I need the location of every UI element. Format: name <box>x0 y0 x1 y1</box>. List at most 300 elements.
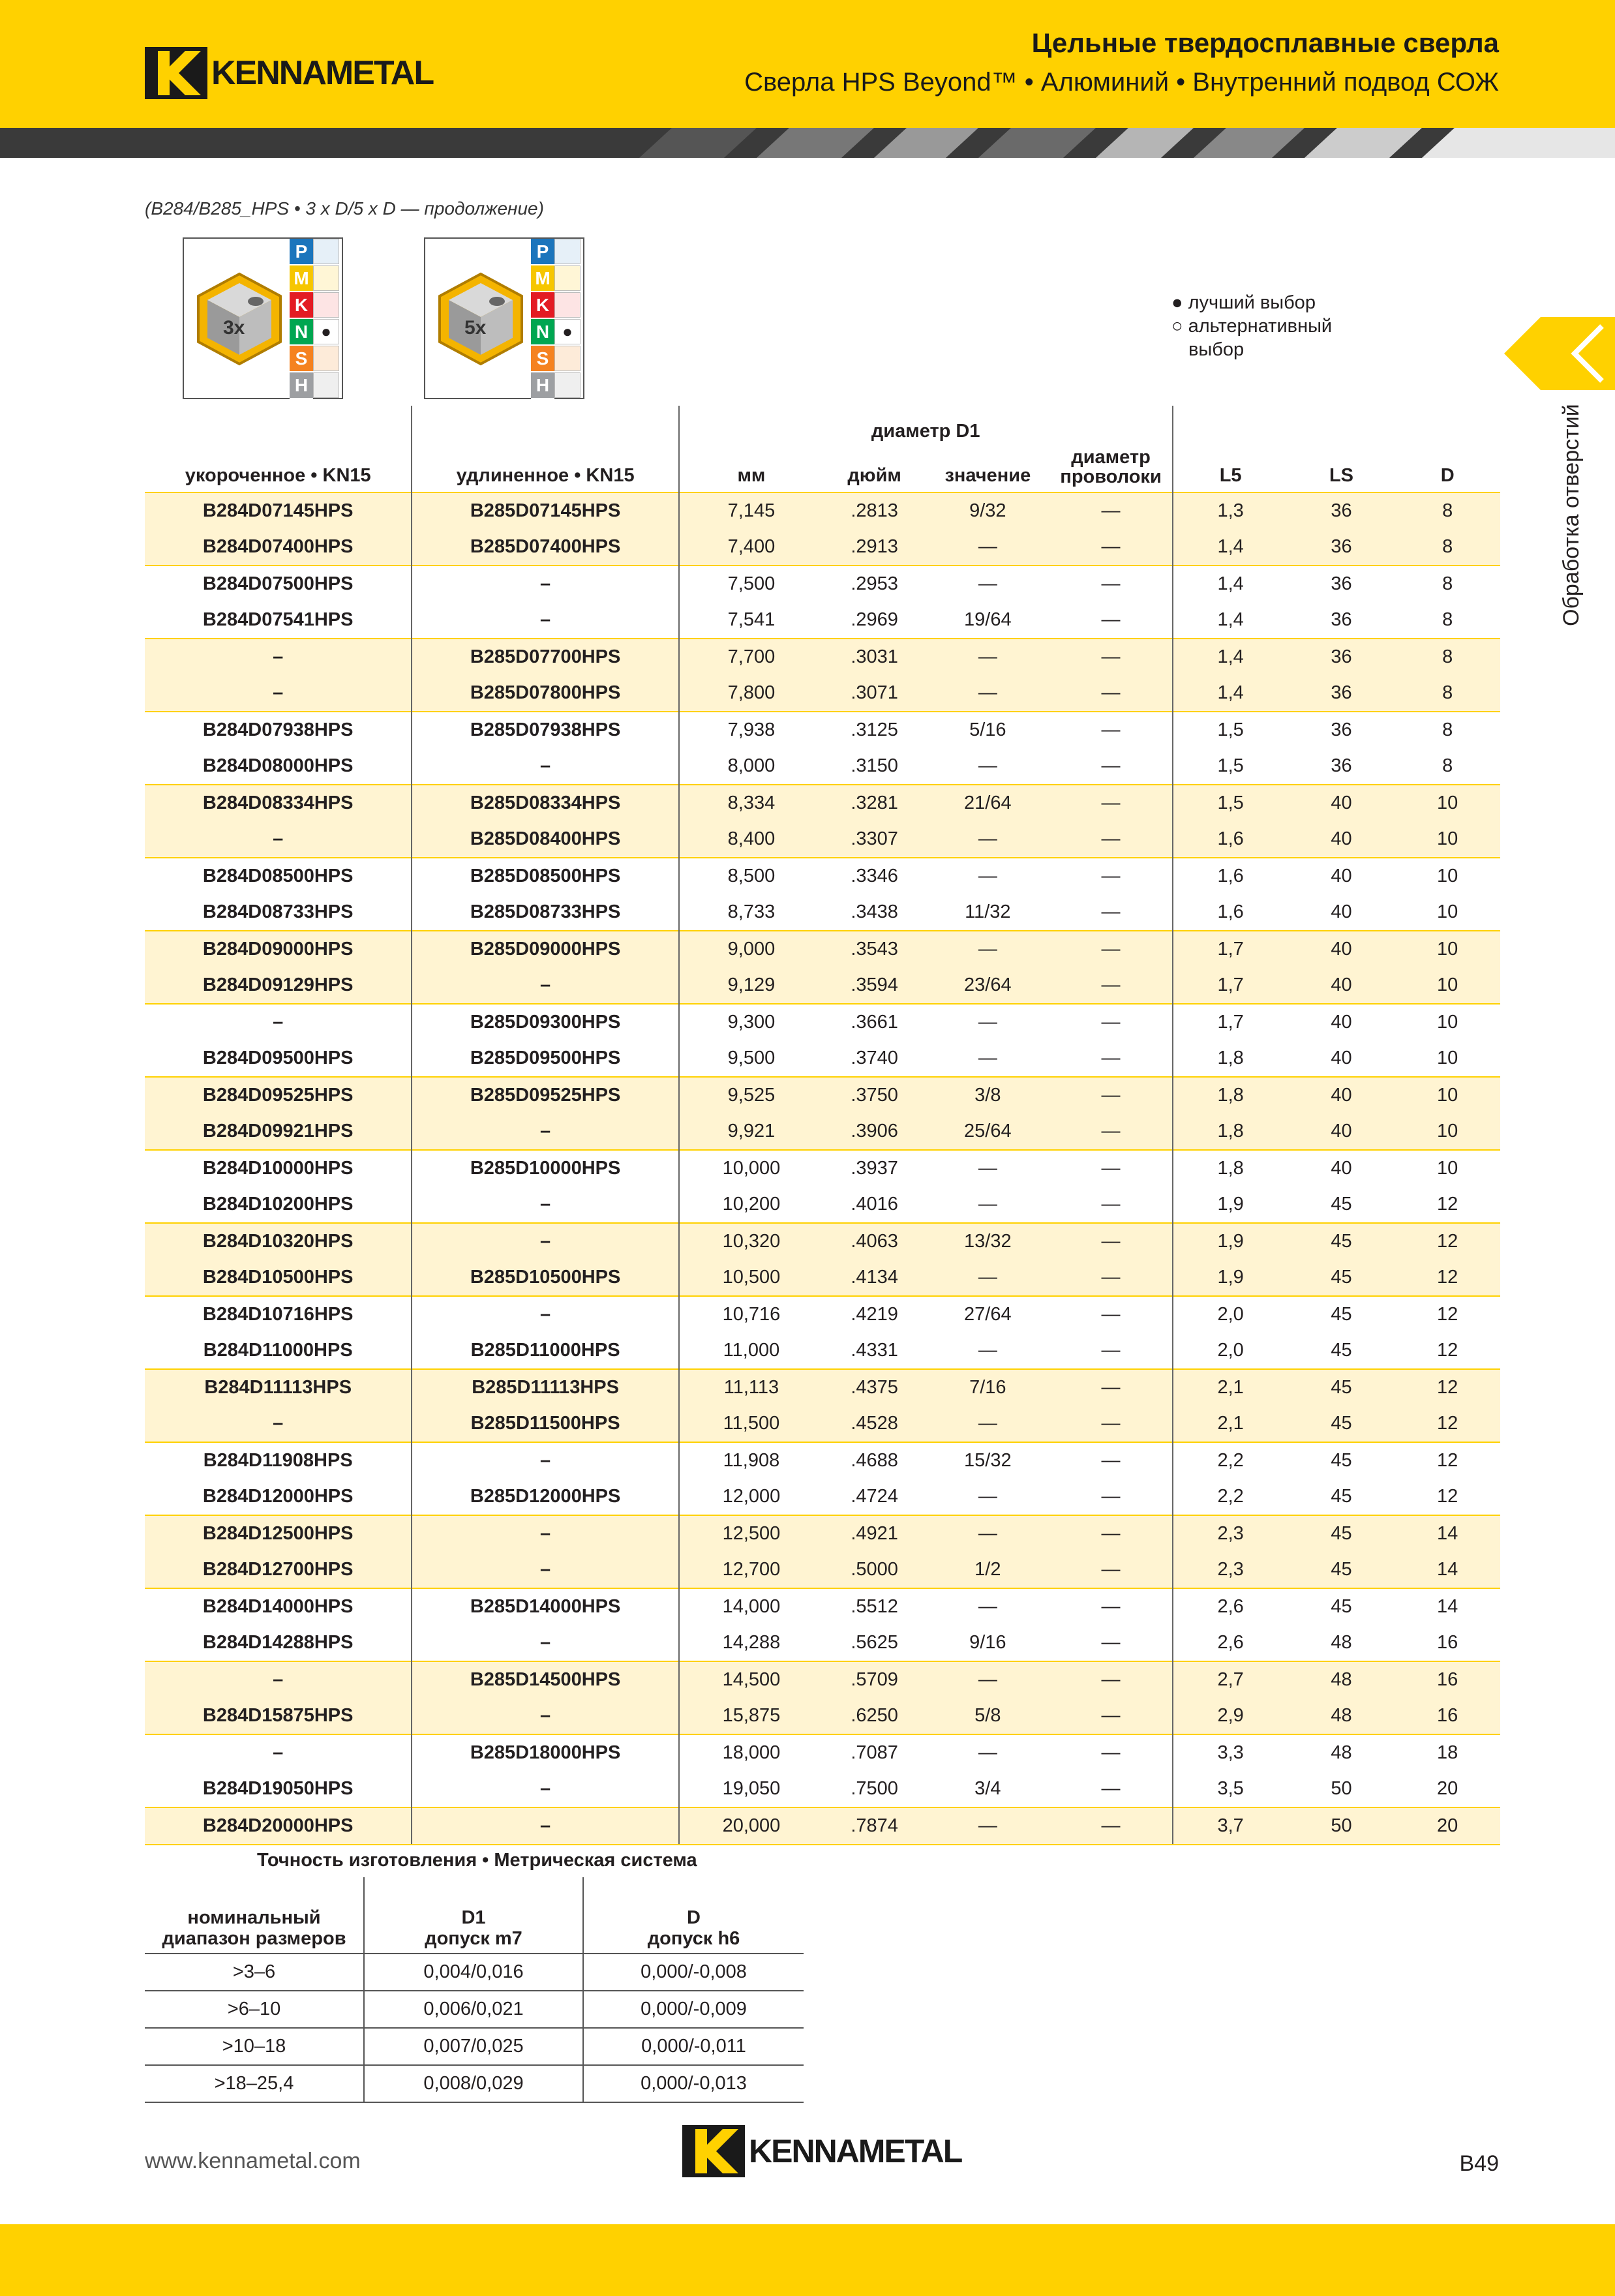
cell-wire: — <box>1101 1340 1121 1361</box>
cell-value: 27/64 <box>926 1296 1049 1333</box>
cell-wire: — <box>1050 1077 1173 1113</box>
cell-l5: 1,9 <box>1173 1260 1288 1296</box>
material-row <box>531 265 583 292</box>
cell-d: 14 <box>1395 1515 1500 1552</box>
cell-short: B284D12700HPS <box>202 1559 354 1580</box>
cell-value: 11/32 <box>965 901 1011 922</box>
cell-mm: 8,000 <box>679 748 823 785</box>
cell-d: 8 <box>1442 609 1453 630</box>
cell-value: — <box>978 1340 997 1361</box>
cell-inch: .3438 <box>851 901 898 922</box>
table-row <box>145 821 1500 858</box>
cell-d: 12 <box>1437 1267 1458 1288</box>
cell-ls: 40 <box>1288 1077 1395 1113</box>
material-mark <box>554 372 581 398</box>
cell-inch: .3750 <box>823 1077 926 1113</box>
cell-wire: — <box>1101 1267 1121 1288</box>
cell-inch: .4724 <box>851 1486 898 1507</box>
cell-d: 14 <box>1437 1559 1458 1580</box>
cell-value: — <box>926 1588 1049 1625</box>
table-row <box>145 1040 1500 1077</box>
kennametal-k-icon <box>145 47 207 99</box>
cell-mm: 9,129 <box>679 967 823 1004</box>
table-row <box>145 566 1500 602</box>
cell-d: 10 <box>1437 828 1458 849</box>
cell-value: 13/32 <box>926 1223 1049 1260</box>
cell-long: B285D11113HPS <box>412 1369 678 1406</box>
cell-inch: .3071 <box>851 682 898 703</box>
cell-mm: 7,145 <box>679 492 823 529</box>
cell-mm: 7,541 <box>679 602 823 639</box>
cell-ls: 36 <box>1288 639 1395 675</box>
cell-value: 19/64 <box>964 609 1012 630</box>
cell-mm: 10,200 <box>679 1186 823 1223</box>
page-subtitle: Сверла HPS Beyond™ • Алюминий • Внутренний подвод СОЖ <box>744 68 1499 97</box>
page-number: B49 <box>1459 2151 1499 2176</box>
cell-l5: 2,2 <box>1173 1479 1288 1515</box>
cell-ls: 48 <box>1331 1705 1352 1726</box>
cell-ls: 45 <box>1331 1267 1352 1288</box>
cell-inch: .4134 <box>851 1267 898 1288</box>
cell-long: B285D11500HPS <box>412 1406 678 1442</box>
cell-wire: — <box>1101 1705 1121 1726</box>
cell-mm: 9,921 <box>679 1113 823 1150</box>
cell-d: 16 <box>1437 1705 1458 1726</box>
cell-short: B284D14000HPS <box>145 1588 412 1625</box>
cell-inch: .5000 <box>851 1559 898 1580</box>
cell-short: – <box>145 639 412 675</box>
material-grid <box>531 239 583 399</box>
table-row <box>145 858 1500 894</box>
table-row <box>145 1698 1500 1734</box>
cell-inch: .2913 <box>851 536 898 557</box>
cell-mm: 7,700 <box>679 639 823 675</box>
cell-value: — <box>978 1267 997 1288</box>
cell-long: B285D07400HPS <box>412 529 678 566</box>
table-row <box>145 529 1500 566</box>
table-row <box>145 639 1500 675</box>
cell-wire: — <box>1050 1223 1173 1260</box>
cell-short: B284D08000HPS <box>202 755 354 776</box>
cell-short: B284D07145HPS <box>145 492 412 529</box>
cell-mm: 14,000 <box>679 1588 823 1625</box>
col-wire <box>1050 447 1173 492</box>
cell-mm: 18,000 <box>679 1734 823 1771</box>
table-row <box>145 1552 1500 1588</box>
cell-value: 5/8 <box>974 1705 1001 1726</box>
cell-d: 10 <box>1395 1150 1500 1186</box>
cell-d: 10 <box>1395 1004 1500 1040</box>
cell-inch: .3346 <box>823 858 926 894</box>
cell-inch: .2813 <box>823 492 926 529</box>
cell-wire: — <box>1101 1121 1121 1141</box>
table-row <box>145 1442 1500 1479</box>
cell-wire: — <box>1101 1632 1121 1653</box>
cell-mm: 15,875 <box>679 1698 823 1734</box>
cell-long: – <box>412 748 678 785</box>
cell-long: – <box>412 602 678 639</box>
cell-d: 8 <box>1395 712 1500 748</box>
cell-ls: 48 <box>1331 1632 1352 1653</box>
cell-short: B284D15875HPS <box>202 1705 354 1726</box>
footer-url[interactable]: www.kennametal.com <box>145 2149 361 2173</box>
cell-inch: .5625 <box>851 1632 898 1653</box>
cell-value: 3/8 <box>926 1077 1049 1113</box>
cell-d: 12 <box>1437 1413 1458 1434</box>
cell-value: — <box>926 1515 1049 1552</box>
cell-value: 7/16 <box>926 1369 1049 1406</box>
cell-l5: 2,6 <box>1173 1625 1288 1661</box>
cell-d: 12 <box>1437 1486 1458 1507</box>
table-row <box>145 1004 1500 1040</box>
table-row <box>145 1150 1500 1186</box>
cell-l5: 2,1 <box>1173 1406 1288 1442</box>
cell-inch: .3281 <box>823 785 926 821</box>
cell-mm: 14,500 <box>679 1661 823 1698</box>
cell-d: 10 <box>1437 1121 1458 1141</box>
cell-short: B284D07500HPS <box>145 566 412 602</box>
cell-mm: 7,938 <box>679 712 823 748</box>
cell-short: B284D09525HPS <box>145 1077 412 1113</box>
cell-inch: .3740 <box>851 1048 898 1068</box>
cell-long: – <box>412 1223 678 1260</box>
cell-short: B284D10320HPS <box>145 1223 412 1260</box>
cell-long: B285D07700HPS <box>412 639 678 675</box>
cell-l5: 3,7 <box>1173 1807 1288 1845</box>
tolerance-row <box>145 1991 804 2028</box>
cell-short: B284D20000HPS <box>145 1807 412 1845</box>
cell-ls: 48 <box>1288 1661 1395 1698</box>
cell-value: — <box>926 931 1049 967</box>
cell-value: — <box>978 682 997 703</box>
brand-logo[interactable] <box>145 47 433 99</box>
col-short: укороченное • KN15 <box>185 465 371 486</box>
cell-long: – <box>412 1807 678 1845</box>
cell-short: – <box>145 1734 412 1771</box>
col-wire-line2: проволоки <box>1060 466 1162 487</box>
cell-wire: — <box>1101 536 1121 557</box>
cell-mm: 11,000 <box>679 1333 823 1369</box>
icon-box-5x <box>424 237 584 399</box>
kennametal-k-icon <box>682 2125 745 2177</box>
table-row <box>145 492 1500 529</box>
tolerance-table <box>145 1877 804 2103</box>
material-letter: S <box>290 346 313 372</box>
cell-mm: 8,500 <box>679 858 823 894</box>
cell-ls: 40 <box>1331 901 1352 922</box>
cell-inch: .4688 <box>823 1442 926 1479</box>
cell-short: B284D14288HPS <box>202 1632 354 1653</box>
cell-short: B284D07541HPS <box>202 609 354 630</box>
cell-d: 12 <box>1395 1369 1500 1406</box>
col-group-d1: диаметр D1 <box>679 406 1173 447</box>
cell-wire: — <box>1101 1194 1121 1215</box>
cell-value: — <box>978 536 997 557</box>
cell-inch: .3150 <box>851 755 898 776</box>
cell-inch: .3594 <box>851 974 898 995</box>
col-d: D <box>1440 465 1455 486</box>
material-row <box>290 372 342 399</box>
cell-wire: — <box>1050 1661 1173 1698</box>
footer-logo <box>682 2125 961 2177</box>
cell-ls: 45 <box>1331 1194 1352 1215</box>
cell-short: B284D10500HPS <box>202 1267 354 1288</box>
table-row <box>145 1734 1500 1771</box>
cell-value: — <box>926 1004 1049 1040</box>
cell-value: 15/32 <box>926 1442 1049 1479</box>
cell-long: B285D09500HPS <box>412 1040 678 1077</box>
cell-wire: — <box>1101 901 1121 922</box>
material-grid <box>290 239 342 399</box>
table-row <box>145 785 1500 821</box>
cell-wire: — <box>1101 1559 1121 1580</box>
cell-d: 20 <box>1395 1807 1500 1845</box>
cell-long: B285D09300HPS <box>412 1004 678 1040</box>
cell-l5: 2,7 <box>1173 1661 1288 1698</box>
cell-wire: — <box>1050 1734 1173 1771</box>
cell-long: B285D08400HPS <box>412 821 678 858</box>
cell-l5: 2,6 <box>1173 1588 1288 1625</box>
cell-l5: 1,5 <box>1173 748 1288 785</box>
product-table <box>145 406 1500 1845</box>
icon-label: 3x <box>223 317 245 339</box>
cell-short: – <box>145 1661 412 1698</box>
cell-inch: .7500 <box>851 1778 898 1799</box>
tol-cell-d1: 0,004/0,016 <box>364 1954 583 1991</box>
cell-l5: 2,9 <box>1173 1698 1288 1734</box>
tol-cell-d: 0,000/-0,009 <box>583 1991 804 2028</box>
cell-long: – <box>412 1625 678 1661</box>
cell-l5: 1,9 <box>1173 1186 1288 1223</box>
cell-ls: 45 <box>1288 1515 1395 1552</box>
cell-d: 8 <box>1442 536 1453 557</box>
material-letter: P <box>290 239 313 265</box>
cell-inch: .3543 <box>823 931 926 967</box>
cell-mm: 19,050 <box>679 1771 823 1807</box>
cell-long: – <box>412 1186 678 1223</box>
cell-ls: 45 <box>1331 1413 1352 1434</box>
cell-long: B285D11000HPS <box>412 1333 678 1369</box>
material-row <box>290 265 342 292</box>
cell-short: B284D07938HPS <box>145 712 412 748</box>
cell-l5: 3,3 <box>1173 1734 1288 1771</box>
cell-ls: 50 <box>1288 1807 1395 1845</box>
cell-value: — <box>978 755 997 776</box>
cell-short: B284D10716HPS <box>145 1296 412 1333</box>
table-row <box>145 1333 1500 1369</box>
cell-inch: .4331 <box>851 1340 898 1361</box>
table-row <box>145 1807 1500 1845</box>
cell-short: – <box>273 828 284 849</box>
tol-cell-d: 0,000/-0,013 <box>583 2065 804 2102</box>
cell-long: – <box>412 1296 678 1333</box>
table-row <box>145 712 1500 748</box>
bottom-band <box>0 2224 1615 2296</box>
cell-ls: 40 <box>1331 974 1352 995</box>
cell-d: 8 <box>1395 639 1500 675</box>
cell-ls: 36 <box>1331 682 1352 703</box>
cell-mm: 11,908 <box>679 1442 823 1479</box>
cell-l5: 3,5 <box>1173 1771 1288 1807</box>
cell-l5: 1,6 <box>1173 858 1288 894</box>
material-letter: N <box>290 319 313 346</box>
tolerance-row <box>145 2065 804 2102</box>
cell-long: B285D07938HPS <box>412 712 678 748</box>
material-mark <box>313 346 339 371</box>
cell-ls: 45 <box>1331 1340 1352 1361</box>
cell-ls: 40 <box>1288 931 1395 967</box>
material-letter: N <box>531 319 554 346</box>
cell-mm: 10,716 <box>679 1296 823 1333</box>
cell-wire: — <box>1050 1004 1173 1040</box>
tol-cell-range: >18–25,4 <box>145 2065 364 2102</box>
tol-cell-d: 0,000/-0,011 <box>583 2028 804 2065</box>
col-mm: мм <box>679 447 823 492</box>
cell-short: – <box>273 682 284 703</box>
cell-mm: 8,400 <box>679 821 823 858</box>
table-row <box>145 1479 1500 1515</box>
table-row <box>145 1771 1500 1807</box>
legend <box>1171 291 1332 361</box>
cell-ls: 36 <box>1331 536 1352 557</box>
cell-ls: 45 <box>1288 1442 1395 1479</box>
cell-wire: — <box>1101 974 1121 995</box>
section-tab-icon[interactable] <box>1504 317 1615 390</box>
material-row <box>531 292 583 319</box>
cell-l5: 1,6 <box>1173 894 1288 931</box>
cell-wire: — <box>1101 1048 1121 1068</box>
cell-value: 9/32 <box>926 492 1049 529</box>
cell-mm: 11,500 <box>679 1406 823 1442</box>
cell-d: 20 <box>1437 1778 1458 1799</box>
tolerance-row <box>145 1954 804 1991</box>
footer-wordmark: KENNAMETAL <box>749 2133 962 2169</box>
cell-ls: 40 <box>1288 1150 1395 1186</box>
cell-wire: — <box>1101 609 1121 630</box>
cell-value: — <box>978 828 997 849</box>
cell-d: 14 <box>1395 1588 1500 1625</box>
cell-ls: 45 <box>1331 1559 1352 1580</box>
col-value: значение <box>944 465 1031 486</box>
table-row <box>145 602 1500 639</box>
cell-l5: 1,8 <box>1173 1150 1288 1186</box>
cell-l5: 2,3 <box>1173 1515 1288 1552</box>
tol-col-d: D допуск h6 <box>583 1877 804 1954</box>
cell-d: 10 <box>1437 974 1458 995</box>
cell-l5: 1,3 <box>1173 492 1288 529</box>
cell-l5: 1,8 <box>1173 1040 1288 1077</box>
material-mark <box>554 265 581 291</box>
material-mark: ● <box>313 319 339 344</box>
cell-long: B285D07145HPS <box>412 492 678 529</box>
cell-ls: 50 <box>1331 1778 1352 1799</box>
cell-mm: 12,700 <box>679 1552 823 1588</box>
material-letter: H <box>531 372 554 399</box>
cell-value: — <box>978 1486 997 1507</box>
cell-inch: .6250 <box>851 1705 898 1726</box>
cell-wire: — <box>1050 1150 1173 1186</box>
cell-value: 5/16 <box>926 712 1049 748</box>
cell-d: 10 <box>1437 901 1458 922</box>
material-row <box>290 319 342 346</box>
cell-inch: .3937 <box>823 1150 926 1186</box>
cell-l5: 1,5 <box>1173 712 1288 748</box>
tol-col-d1: D1 допуск m7 <box>364 1877 583 1954</box>
cell-d: 18 <box>1395 1734 1500 1771</box>
cell-ls: 40 <box>1331 1048 1352 1068</box>
cell-short: B284D10200HPS <box>202 1194 354 1215</box>
cell-ls: 40 <box>1288 858 1395 894</box>
cell-short: B284D12500HPS <box>145 1515 412 1552</box>
table-row <box>145 1077 1500 1113</box>
cell-l5: 1,8 <box>1173 1113 1288 1150</box>
cell-l5: 2,1 <box>1173 1369 1288 1406</box>
cell-l5: 1,4 <box>1173 529 1288 566</box>
cell-d: 10 <box>1437 1048 1458 1068</box>
cell-wire: — <box>1101 1778 1121 1799</box>
cell-short: B284D12000HPS <box>202 1486 354 1507</box>
table-row <box>145 1296 1500 1333</box>
cell-d: 10 <box>1395 858 1500 894</box>
cell-value: — <box>926 566 1049 602</box>
cell-long: B285D18000HPS <box>412 1734 678 1771</box>
table-row <box>145 1186 1500 1223</box>
cell-ls: 36 <box>1331 609 1352 630</box>
cell-inch: .2969 <box>851 609 898 630</box>
cell-d: 8 <box>1395 492 1500 529</box>
legend-alt-cont: выбор <box>1188 339 1245 360</box>
cell-wire: — <box>1101 1486 1121 1507</box>
material-letter: P <box>531 239 554 265</box>
cell-l5: 1,4 <box>1173 675 1288 712</box>
5xd-drill-icon <box>432 269 530 367</box>
cell-wire: — <box>1050 1296 1173 1333</box>
cell-l5: 1,4 <box>1173 639 1288 675</box>
cell-inch: .4921 <box>823 1515 926 1552</box>
cell-d: 8 <box>1395 566 1500 602</box>
cell-inch: .4219 <box>823 1296 926 1333</box>
cell-ls: 40 <box>1331 1121 1352 1141</box>
cell-ls: 40 <box>1331 828 1352 849</box>
cell-l5: 1,4 <box>1173 602 1288 639</box>
cell-inch: .4528 <box>851 1413 898 1434</box>
cell-long: B285D14000HPS <box>412 1588 678 1625</box>
cell-wire: — <box>1101 682 1121 703</box>
cell-mm: 7,400 <box>679 529 823 566</box>
material-mark <box>313 265 339 291</box>
cell-short: B284D08500HPS <box>145 858 412 894</box>
cell-ls: 36 <box>1288 566 1395 602</box>
cell-mm: 10,500 <box>679 1260 823 1296</box>
material-row <box>531 346 583 372</box>
cell-inch: .2953 <box>823 566 926 602</box>
cell-mm: 7,500 <box>679 566 823 602</box>
cell-wire: — <box>1050 1588 1173 1625</box>
table-row <box>145 1515 1500 1552</box>
material-mark <box>554 346 581 371</box>
cell-inch: .3125 <box>823 712 926 748</box>
cell-long: B285D08500HPS <box>412 858 678 894</box>
cell-ls: 45 <box>1288 1369 1395 1406</box>
material-row <box>531 372 583 399</box>
cell-long: – <box>412 1515 678 1552</box>
cell-inch: .3307 <box>851 828 898 849</box>
cell-l5: 1,6 <box>1173 821 1288 858</box>
material-mark <box>313 292 339 318</box>
tol-cell-range: >3–6 <box>145 1954 364 1991</box>
cell-mm: 12,500 <box>679 1515 823 1552</box>
cell-short: B284D07400HPS <box>202 536 354 557</box>
